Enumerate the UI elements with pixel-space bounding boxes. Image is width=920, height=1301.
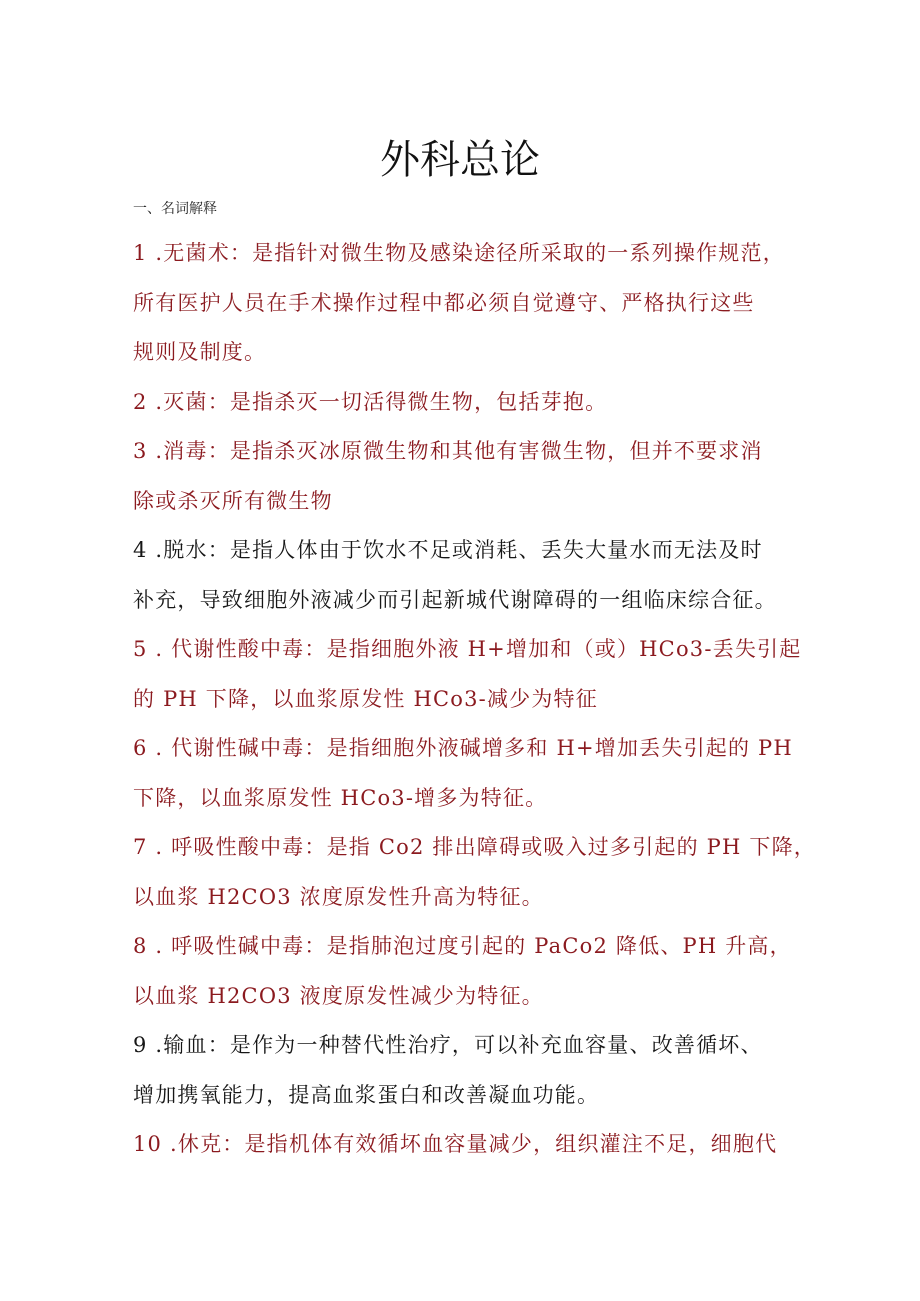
definition-entry [133, 625, 813, 724]
entry-line: 1 .无菌术：是指针对微生物及感染途径所采取的一系列操作规范， [133, 241, 785, 265]
entry-line: 10 .休克：是指机体有效循坏血容量减少，组织灌注不足，细胞代 [133, 1132, 778, 1156]
definition-entry [133, 724, 813, 823]
definition-entry [133, 823, 817, 922]
entry-line: 3 .消毒：是指杀灭冰原微生物和其他有害微生物，但并不要求消 [133, 439, 763, 463]
entry-line: 6 . 代谢性碱中毒：是指细胞外液碱增多和 H+增加丢失引起的 PH [133, 736, 793, 760]
definition-entry [133, 229, 813, 378]
entry-line: 除或杀灭所有微生物 [133, 488, 333, 513]
definition-entry [133, 1120, 813, 1170]
entry-line: 增加携氧能力，提高血浆蛋白和改善凝血功能。 [133, 1082, 600, 1107]
entry-line: 下降，以血浆原发性 HCo3-增多为特征。 [133, 785, 548, 810]
definition-list [133, 229, 817, 1170]
definition-entry [133, 427, 813, 526]
section-heading: 一、名词解释 [133, 201, 217, 217]
entry-line: 8 . 呼吸性碱中毒：是指肺泡过度引起的 PaCo2 降低、PH 升高， [133, 934, 792, 958]
entry-line: 9 .输血：是作为一种替代性治疗，可以补充血容量、改善循坏、 [133, 1033, 763, 1057]
entry-line: 的 PH 下降，以血浆原发性 HCo3-减少为特征 [133, 686, 598, 711]
definition-entry [133, 378, 813, 428]
definition-entry [133, 922, 813, 1021]
entry-line: 5 . 代谢性酸中毒：是指细胞外液 H+增加和（或）HCo3-丢失引起 [133, 637, 802, 661]
document-title: 外科总论 [380, 137, 540, 183]
entry-line: 4 .脱水：是指人体由于饮水不足或消耗、丢失大量水而无法及时 [133, 538, 763, 562]
entry-line: 以血浆 H2CO3 浓度原发性升高为特征。 [133, 884, 544, 909]
entry-line: 2 .灭菌：是指杀灭一切活得微生物，包括芽抱。 [133, 389, 608, 414]
definition-entry [133, 1021, 813, 1120]
entry-line: 以血浆 H2CO3 液度原发性减少为特征。 [133, 983, 544, 1008]
entry-line: 补充，导致细胞外液减少而引起新城代谢障碍的一组临床综合征。 [133, 587, 777, 612]
entry-line: 7 . 呼吸性酸中毒：是指 Co2 排出障碍或吸入过多引起的 PH 下降， [133, 835, 817, 859]
entry-line: 所有医护人员在手术操作过程中都必须自觉遵守、严格执行这些 [133, 290, 755, 315]
entry-line: 规则及制度。 [133, 340, 267, 364]
definition-entry [133, 526, 813, 625]
